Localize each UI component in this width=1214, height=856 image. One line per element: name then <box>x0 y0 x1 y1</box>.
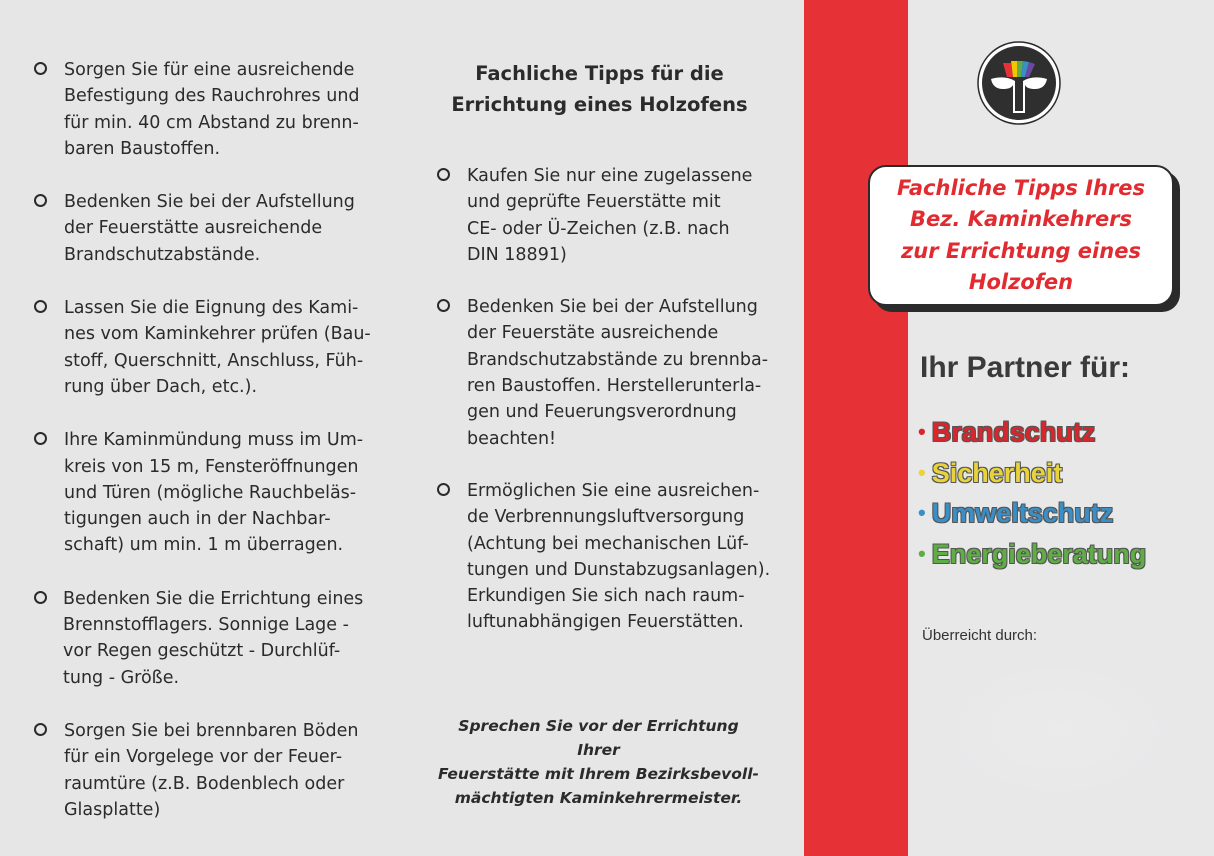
bullet-dot-icon: • <box>918 419 926 444</box>
circle-bullet-icon <box>437 299 450 312</box>
handed-over-label: Überreicht durch: <box>922 627 1038 644</box>
partner-item <box>918 534 1146 575</box>
list-item <box>34 57 394 162</box>
circle-bullet-icon <box>34 591 47 604</box>
brochure-title: Fachliche Tipps Ihres Bez. Kaminkehrers zur Errichtung eines Holzofen <box>896 175 1146 294</box>
partner-item <box>918 493 1146 534</box>
tip-text: Sorgen Sie bei brennbaren Böden für ein Vorgelege vor der Feuer- raumtüre (z.B. Bodenblech oder Glasplatte) <box>64 720 359 820</box>
tip-text: Ermöglichen Sie eine ausreichen- de Verbrennungsluftversorgung (Achtung bei mechanischen Lüf- tungen und Dunstabzugsanlagen). Erkundigen Sie sich nach raum- luftunabhängigen Feuerstätten. <box>467 480 771 633</box>
red-stripe <box>804 0 908 856</box>
list-item <box>34 586 394 691</box>
advice-note: Sprechen Sie vor der Errichtung Ihrer Feuerstätte mit Ihrem Bezirksbevoll- mächtigten Kaminkehrermeister. <box>438 717 759 807</box>
list-item <box>34 427 394 558</box>
partner-label: Umweltschutz <box>931 498 1114 528</box>
stamp-area <box>928 650 1188 810</box>
list-item <box>34 718 394 823</box>
bullet-dot-icon: • <box>918 540 926 566</box>
left-column <box>34 57 394 850</box>
chimney-sweep-logo-icon <box>977 41 1061 125</box>
partner-list <box>918 412 1146 574</box>
middle-column <box>437 58 777 662</box>
tip-text: Sorgen Sie für eine ausreichende Befestigung des Rauchrohres und für min. 40 cm Abstand zu brenn- baren Baustoffen. <box>64 60 360 159</box>
tip-text: Ihre Kaminmündung muss im Um- kreis von 15 m, Fensteröffnungen und Türen (mögliche Rauchbeläs- tigungen auch in der Nachbar- schaft) um min. 1 m überragen. <box>64 430 364 556</box>
partner-item <box>918 453 1146 494</box>
list-item <box>34 295 394 400</box>
tip-text: Bedenken Sie bei der Aufstellung der Feuerstäte ausreichende Brandschutzabstände zu brennba- ren Baustoffen. Herstellerunterla- gen und Feuerungsverordnung beachten! <box>467 297 769 449</box>
partner-label: Brandschutz <box>931 417 1096 447</box>
bullet-dot-icon: • <box>918 500 926 525</box>
list-item <box>437 163 777 268</box>
list-item <box>34 189 394 268</box>
circle-bullet-icon <box>34 194 47 207</box>
left-tips-list <box>34 57 394 823</box>
list-item <box>437 294 777 452</box>
tip-text: Bedenken Sie bei der Aufstellung der Feuerstätte ausreichende Brandschutzabstände. <box>64 192 355 265</box>
title-box <box>868 165 1174 306</box>
tip-text: Bedenken Sie die Errichtung eines Brennstofflagers. Sonnige Lage - vor Regen geschützt - Durchlüf- tung - Größe. <box>63 588 364 688</box>
list-item <box>437 478 777 636</box>
circle-bullet-icon <box>34 62 47 75</box>
circle-bullet-icon <box>437 483 450 496</box>
partner-item <box>918 412 1146 453</box>
partner-heading: Ihr Partner für: <box>920 351 1131 384</box>
bullet-dot-icon: • <box>918 459 926 485</box>
circle-bullet-icon <box>34 723 47 736</box>
circle-bullet-icon <box>34 432 47 445</box>
middle-tips-list <box>437 163 777 636</box>
partner-label: Energieberatung <box>931 538 1147 569</box>
section-heading: Fachliche Tipps für die Errichtung eines Holzofens <box>451 62 748 116</box>
tip-text: Kaufen Sie nur eine zugelassene und geprüfte Feuerstätte mit CE- oder Ü-Zeichen (z.B. nach DIN 18891) <box>467 166 753 265</box>
partner-label: Sicherheit <box>931 457 1063 488</box>
circle-bullet-icon <box>34 300 47 313</box>
circle-bullet-icon <box>437 168 450 181</box>
tip-text: Lassen Sie die Eignung des Kami- nes vom Kaminkehrer prüfen (Bau- stoff, Querschnitt, Anschluss, Füh- rung über Dach, etc.). <box>64 298 371 397</box>
